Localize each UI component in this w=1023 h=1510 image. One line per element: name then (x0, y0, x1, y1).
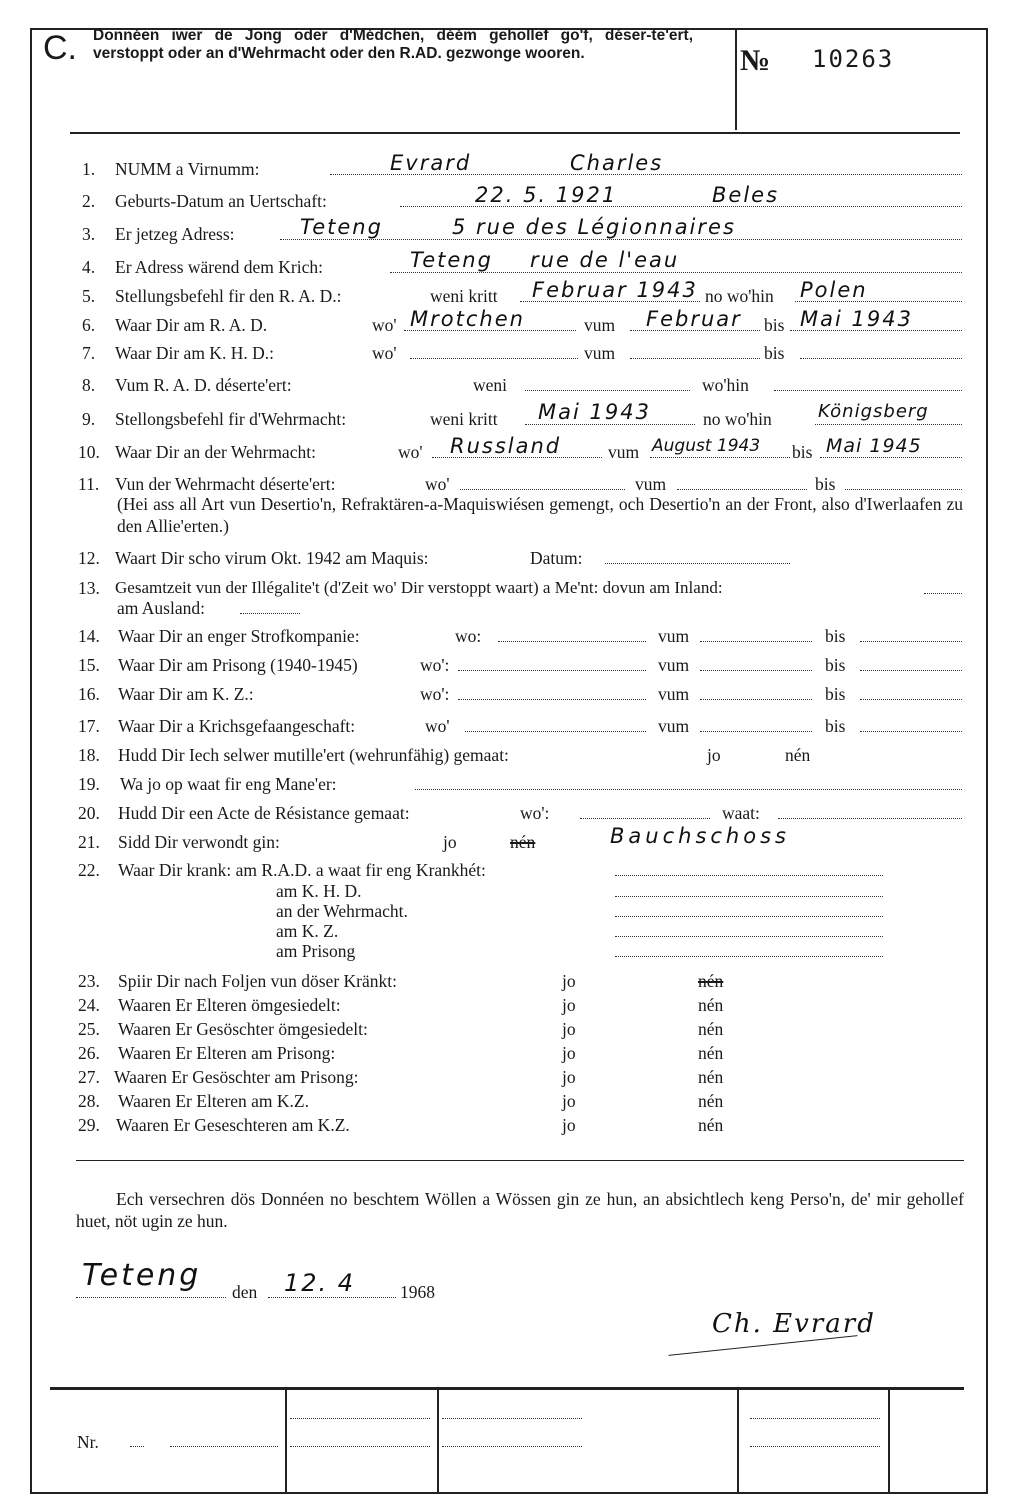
row-28-label: Waaren Er Elteren am K.Z. (118, 1091, 309, 1111)
row-27-label: Waaren Er Gesöschter am Prisong: (114, 1067, 359, 1087)
row-14-vum: vum (658, 626, 690, 646)
row-14-wo: wo: (455, 626, 482, 646)
firstname-value: Charles (570, 151, 664, 175)
row-17-label: Waar Dir a Krichsgefaangeschaft: (118, 716, 356, 736)
row-12-datum: Datum: (530, 548, 583, 568)
row-10-label: Waar Dir an der Wehrmacht: (115, 442, 316, 462)
row-4-number: 4. (82, 257, 96, 277)
row-15-wo: wo': (420, 655, 450, 675)
row-24-label: Waaren Er Elteren ömgesiedelt: (118, 995, 341, 1015)
row-7-line-a[interactable] (410, 358, 578, 359)
row-14-line-c[interactable] (860, 641, 962, 642)
row-26-yes[interactable]: jo (562, 1043, 576, 1063)
row-17-number: 17. (78, 716, 100, 736)
row-24-no[interactable]: nén (698, 995, 724, 1015)
row-22-sub-wehrmacht: an der Wehrmacht. (276, 901, 408, 921)
row-20-line-b[interactable] (778, 818, 962, 819)
row-23-number: 23. (78, 971, 100, 991)
footer-cell-1-line-a[interactable] (290, 1418, 430, 1419)
row-22-line-b[interactable] (615, 896, 883, 897)
row-5-label: Stellungsbefehl fir den R. A. D.: (115, 286, 342, 306)
wehrmacht-order-date: Mai 1943 (538, 400, 651, 424)
row-7-number: 7. (82, 343, 96, 363)
row-19-label: Wa jo op waat fir eng Mane'er: (120, 774, 337, 794)
row-22-sub-kz: am K. Z. (276, 921, 339, 941)
rad-order-place: Polen (800, 278, 868, 302)
row-24-yes[interactable]: jo (562, 995, 576, 1015)
row-11-note: (Hei ass all Art vun Desertio'n, Refraktären-a-Maquiswiésen gemengt, och Desertio'n an der Front, also d'Iwerlaafen zu den Allie'erten.) (117, 494, 963, 536)
row-3-line[interactable] (280, 239, 962, 240)
row-25-label: Waaren Er Gesöschter ömgesiedelt: (118, 1019, 368, 1039)
signoff-year: 1968 (400, 1282, 435, 1302)
row-8-number: 8. (82, 375, 96, 395)
place-line[interactable] (76, 1297, 226, 1298)
row-16-line-a[interactable] (458, 699, 646, 700)
wehrmacht-to-value: Mai 1945 (826, 435, 922, 457)
row-26-label: Waaren Er Elteren am Prisong: (118, 1043, 336, 1063)
wehrmacht-from-value: August 1943 (652, 436, 761, 456)
row-9-line-a[interactable] (525, 424, 695, 425)
row-22-line-d[interactable] (615, 936, 883, 937)
declaration-text: Ech versechren dös Donnéen no beschtem Wöllen a Wössen gin ze hun, an absichtlech keng Perso'n, de' mir gehollef huet, nöt ugin ze hun. (76, 1189, 964, 1231)
row-11-vum: vum (635, 474, 667, 494)
row-6-number: 6. (82, 315, 96, 335)
row-12-number: 12. (78, 548, 100, 568)
surname-value: Evrard (390, 151, 472, 175)
row-16-number: 16. (78, 684, 100, 704)
row-27-yes[interactable]: jo (562, 1067, 576, 1087)
row-17-line-c[interactable] (860, 731, 962, 732)
form-title: Donnéen iwer de Jong oder d'Médchen, déém gehollef go'f, déser-te'ert, verstoppt oder an d'Wehrmacht oder den R.AD. gezwonge wooren. (93, 27, 693, 62)
row-9-line-b[interactable] (815, 424, 962, 425)
row-16-bis: bis (825, 684, 846, 704)
row-16-line-b[interactable] (700, 699, 812, 700)
row-7-wo: wo' (372, 343, 397, 363)
row-20-label: Hudd Dir een Acte de Résistance gemaat: (118, 803, 410, 823)
row-21-number: 21. (78, 832, 100, 852)
row-23-label: Spiir Dir nach Foljen vun döser Kränkt: (118, 971, 397, 991)
row-3-label: Er jetzeg Adress: (115, 224, 235, 244)
row-24-number: 24. (78, 995, 100, 1015)
row-28-number: 28. (78, 1091, 100, 1111)
row-16-wo: wo': (420, 684, 450, 704)
row-22-sub-prison: am Prisong (276, 941, 356, 961)
row-18-yes[interactable]: jo (707, 745, 721, 765)
row-5-where: no wo'hin (705, 286, 774, 306)
row-15-label: Waar Dir am Prisong (1940-1945) (118, 655, 358, 675)
row-26-no[interactable]: nén (698, 1043, 724, 1063)
footer-cell-3-line-a[interactable] (750, 1418, 880, 1419)
footer-divider-2 (437, 1389, 439, 1493)
section-letter: C. (43, 29, 77, 67)
row-17-vum: vum (658, 716, 690, 736)
declaration-rule (76, 1160, 964, 1161)
row-9-number: 9. (82, 409, 96, 429)
row-17-bis: bis (825, 716, 846, 736)
footer-cell-2-line-b[interactable] (442, 1446, 582, 1447)
row-10-line-c[interactable] (820, 457, 962, 458)
row-13-line-a[interactable] (924, 593, 962, 594)
row-15-bis: bis (825, 655, 846, 675)
row-18-no[interactable]: nén (785, 745, 811, 765)
row-23-yes[interactable]: jo (562, 971, 576, 991)
birth-date-value: 22. 5. 1921 (475, 183, 618, 207)
row-15-line-b[interactable] (700, 670, 812, 671)
row-20-wo: wo': (520, 803, 550, 823)
row-22-line-a[interactable] (615, 875, 883, 876)
wehrmacht-order-place: Königsberg (818, 401, 929, 422)
row-11-label: Vun der Wehrmacht déserte'ert: (115, 474, 336, 494)
footer-divider-3 (737, 1389, 739, 1493)
signoff-date: 12. 4 (284, 1269, 356, 1297)
row-2-label: Geburts-Datum an Uertschaft: (115, 191, 327, 211)
header-divider (735, 30, 737, 130)
row-6-wo: wo' (372, 315, 397, 335)
row-10-line-b[interactable] (650, 457, 790, 458)
row-14-line-b[interactable] (700, 641, 812, 642)
row-8-line-a[interactable] (525, 390, 690, 391)
row-17-line-b[interactable] (700, 731, 812, 732)
row-6-vum: vum (584, 315, 616, 335)
footer-top-rule (50, 1387, 964, 1390)
row-15-vum: vum (658, 655, 690, 675)
footer-nr-line-b[interactable] (170, 1446, 278, 1447)
row-22-label: Waar Dir krank: am R.A.D. a waat fir eng Krankhét: (118, 860, 486, 880)
footer-cell-1-line-b[interactable] (290, 1446, 430, 1447)
row-29-number: 29. (78, 1115, 100, 1135)
row-8-when: weni (473, 375, 508, 395)
row-6-label: Waar Dir am R. A. D. (115, 315, 268, 335)
row-10-vum: vum (608, 442, 640, 462)
row-7-label: Waar Dir am K. H. D.: (115, 343, 274, 363)
war-address-city: Teteng (410, 248, 493, 272)
row-27-number: 27. (78, 1067, 100, 1087)
row-27-no[interactable]: nén (698, 1067, 724, 1087)
row-21-yes[interactable]: jo (443, 832, 457, 852)
row-20-line-a[interactable] (580, 818, 710, 819)
row-6-bis: bis (764, 315, 785, 335)
row-22-number: 22. (78, 860, 100, 880)
row-7-line-b[interactable] (630, 358, 760, 359)
row-12-label: Waart Dir scho virum Okt. 1942 am Maquis: (115, 548, 429, 568)
row-25-number: 25. (78, 1019, 100, 1039)
row-8-where: wo'hin (702, 375, 749, 395)
row-3-number: 3. (82, 224, 96, 244)
row-7-vum: vum (584, 343, 616, 363)
row-11-line-c[interactable] (845, 489, 962, 490)
signature: Ch. Evrard (712, 1309, 876, 1339)
row-16-vum: vum (658, 684, 690, 704)
row-22-line-e[interactable] (615, 956, 883, 957)
row-23-no-struck[interactable]: nén (698, 971, 724, 991)
row-13-number: 13. (78, 578, 100, 598)
row-9-label: Stellongsbefehl fir d'Wehrmacht: (115, 409, 347, 429)
signoff-den: den (232, 1282, 258, 1302)
row-19-number: 19. (78, 774, 100, 794)
row-10-number: 10. (78, 442, 100, 462)
row-11-wo: wo' (425, 474, 450, 494)
row-17-line-a[interactable] (465, 731, 646, 732)
row-4-label: Er Adress wärend dem Krich: (115, 257, 323, 277)
row-13-abroad: am Ausland: (117, 598, 205, 618)
row-11-bis: bis (815, 474, 836, 494)
row-21-no-struck[interactable]: nén (510, 832, 536, 852)
row-28-yes[interactable]: jo (562, 1091, 576, 1111)
row-8-line-b[interactable] (774, 390, 962, 391)
row-28-no[interactable]: nén (698, 1091, 724, 1111)
row-5-when: weni kritt (430, 286, 498, 306)
row-15-line-c[interactable] (860, 670, 962, 671)
number-sign: № (740, 44, 771, 77)
rad-place-value: Mrotchen (410, 307, 525, 331)
row-20-number: 20. (78, 803, 100, 823)
row-15-number: 15. (78, 655, 100, 675)
row-7-line-c[interactable] (800, 358, 962, 359)
row-15-line-a[interactable] (458, 670, 646, 671)
row-19-line[interactable] (415, 789, 962, 790)
row-18-label: Hudd Dir Iech selwer mutille'ert (wehrunfähig) gemaat: (118, 745, 509, 765)
row-29-no[interactable]: nén (698, 1115, 724, 1135)
footer-divider-4 (888, 1389, 890, 1493)
current-address-street: 5 rue des Légionnaires (452, 215, 736, 239)
row-10-wo: wo' (398, 442, 423, 462)
row-16-line-c[interactable] (860, 699, 962, 700)
row-14-bis: bis (825, 626, 846, 646)
row-25-no[interactable]: nén (698, 1019, 724, 1039)
row-29-label: Waaren Er Geseschteren am K.Z. (116, 1115, 350, 1135)
row-16-label: Waar Dir am K. Z.: (118, 684, 254, 704)
signoff-place: Teteng (82, 1258, 202, 1293)
row-1-number: 1. (82, 159, 96, 179)
row-9-when: weni kritt (430, 409, 498, 429)
row-11-line-b[interactable] (677, 489, 807, 490)
row-4-line[interactable] (390, 272, 962, 273)
row-26-number: 26. (78, 1043, 100, 1063)
row-18-number: 18. (78, 745, 100, 765)
rad-from-value: Februar (646, 307, 742, 331)
row-12-line[interactable] (605, 563, 790, 564)
row-14-number: 14. (78, 626, 100, 646)
row-25-yes[interactable]: jo (562, 1019, 576, 1039)
row-14-line-a[interactable] (498, 641, 646, 642)
footer-divider-1 (285, 1389, 287, 1493)
date-line[interactable] (268, 1297, 396, 1298)
footer-nr-line-a[interactable] (130, 1446, 144, 1447)
rad-to-value: Mai 1943 (800, 307, 913, 331)
row-13-line-b[interactable] (240, 613, 300, 614)
row-8-label: Vum R. A. D. déserte'ert: (115, 375, 292, 395)
row-11-line-a[interactable] (460, 489, 625, 490)
row-22-line-c[interactable] (615, 916, 883, 917)
header-rule (70, 132, 960, 134)
row-13-label: Gesamtzeit vun der Illégalite't (d'Zeit wo' Dir verstoppt waart) a Me'nt: dovun am Inland: (115, 578, 723, 597)
footer-nr-label: Nr. (77, 1432, 99, 1452)
row-22-sub-khd: am K. H. D. (276, 881, 362, 901)
row-10-bis: bis (792, 442, 813, 462)
wehrmacht-place-value: Russland (450, 434, 562, 458)
footer-cell-2-line-a[interactable] (442, 1418, 582, 1419)
birth-place-value: Beles (712, 183, 780, 207)
row-21-label: Sidd Dir verwondt gin: (118, 832, 280, 852)
row-14-label: Waar Dir an enger Strofkompanie: (118, 626, 360, 646)
row-9-where: no wo'hin (703, 409, 772, 429)
rad-order-date: Februar 1943 (532, 278, 698, 302)
row-29-yes[interactable]: jo (562, 1115, 576, 1135)
row-17-wo: wo' (425, 716, 450, 736)
wound-value: Bauchschoss (610, 824, 790, 848)
war-address-street: rue de l'eau (530, 248, 680, 272)
row-1-label: NUMM a Virnumm: (115, 159, 260, 179)
row-20-what: waat: (722, 803, 760, 823)
current-address-city: Teteng (300, 215, 383, 239)
form-number: 10263 (812, 45, 895, 73)
row-7-bis: bis (764, 343, 785, 363)
row-11-number: 11. (78, 474, 100, 494)
row-2-number: 2. (82, 191, 96, 211)
row-5-number: 5. (82, 286, 96, 306)
footer-cell-3-line-b[interactable] (750, 1446, 880, 1447)
